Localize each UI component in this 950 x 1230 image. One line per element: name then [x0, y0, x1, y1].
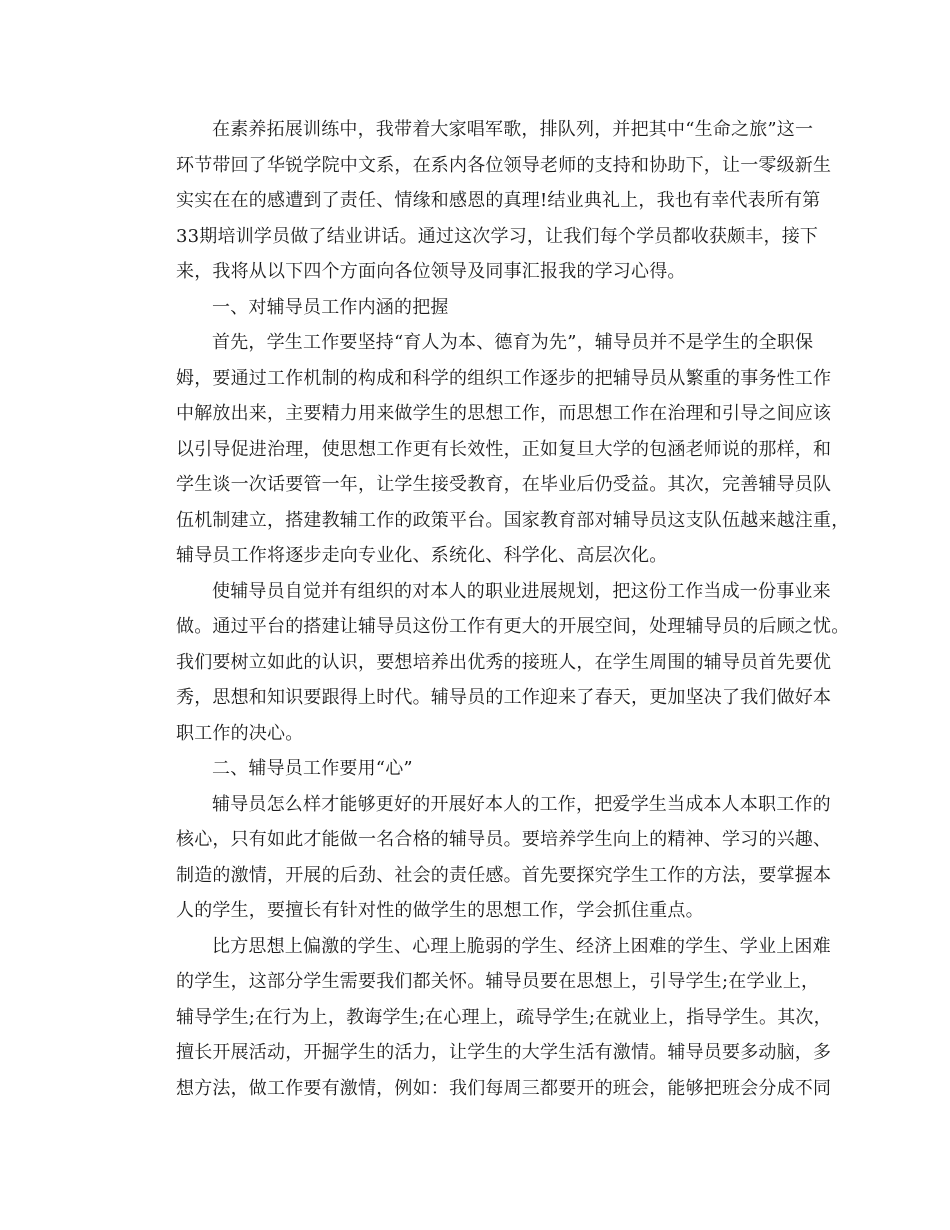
paragraph [140, 574, 850, 752]
text-line: 33期培训学员做了结业讲话。通过这次学习，让我们每个学员都收获颇丰，接下 [176, 225, 819, 247]
paragraph [140, 929, 832, 1107]
paragraph [140, 325, 850, 574]
text-line: 辅导员怎么样才能够更好的开展好本人的工作，把爱学生当成本人本职工作的 [212, 793, 831, 815]
text-line: 想方法，做工作要有激情，例如：我们每周三都要开的班会，能够把班会分成不同 [176, 1077, 832, 1099]
section-heading-text: 二、辅导员工作要用“心” [212, 758, 413, 779]
text-line: 中解放出来，主要精力用来做学生的思想工作，而思想工作在治理和引导之间应该 [176, 403, 832, 424]
text-line: 首先，学生工作要坚持“育人为本、德育为先”，辅导员并不是学生的全职保 [212, 332, 814, 353]
text-line: 职工作的决心。 [176, 722, 304, 744]
text-line: 使辅导员自觉并有组织的对本人的职业进展规划，把这份工作当成一份事业来 [212, 580, 831, 602]
text-line: 辅导学生;在行为上，教诲学生;在心理上，疏导学生;在就业上，指导学生。其次， [176, 1006, 832, 1028]
text-line: 制造的激情，开展的后劲、社会的责任感。首先要探究学生工作的方法，要掌握本 [176, 864, 832, 886]
text-line: 实实在在的感遭到了责任、情缘和感恩的真理!结业典礼上，我也有幸代表所有第 [176, 190, 821, 211]
section-heading [140, 290, 810, 326]
text-line: 我们要树立如此的认识，要想培养出优秀的接班人，在学生周围的辅导员首先要优 [176, 651, 832, 673]
text-line: 人的学生，要擅长有针对性的做学生的思想工作，学会抓住重点。 [176, 900, 704, 921]
text-line: 做。通过平台的搭建让辅导员这份工作有更大的开展空间，处理辅导员的后顾之忧。 [176, 616, 850, 637]
text-line: 在素养拓展训练中，我带着大家唱军歌，排队列，并把其中“生命之旅”这一 [212, 119, 814, 140]
text-line: 擅长开展活动，开掘学生的活力，让学生的大学生活有激情。辅导员要多动脑，多 [176, 1042, 832, 1063]
text-line: 学生谈一次话要管一年，让学生接受教育，在毕业后仍受益。其次，完善辅导员队 [176, 474, 832, 495]
text-line: 秀，思想和知识要跟得上时代。辅导员的工作迎来了春天，更加坚决了我们做好本 [176, 687, 832, 708]
paragraph [140, 112, 832, 290]
paragraph [140, 787, 832, 929]
text-line: 以引导促进治理，使思想工作更有长效性，正如复旦大学的包涵老师说的那样，和 [176, 438, 832, 460]
document-body [140, 112, 850, 1106]
text-line: 辅导员工作将逐步走向专业化、系统化、科学化、高层次化。 [176, 545, 668, 566]
section-heading-text: 一、对辅导员工作内涵的把握 [212, 296, 449, 318]
text-line: 的学生，这部分学生需要我们都关怀。辅导员要在思想上，引导学生;在学业上， [176, 971, 820, 992]
text-line: 核心，只有如此才能做一名合格的辅导员。要培养学生向上的精神、学习的兴趣、 [176, 829, 832, 850]
text-line: 环节带回了华锐学院中文系，在系内各位领导老师的支持和协助下，让一零级新生 [176, 154, 832, 176]
text-line: 来，我将从以下四个方面向各位领导及同事汇报我的学习心得。 [176, 261, 686, 282]
section-heading [140, 751, 810, 787]
text-line: 姆，要通过工作机制的构成和科学的组织工作逐步的把辅导员从繁重的事务性工作 [176, 367, 832, 389]
text-line: 伍机制建立，搭建教辅工作的政策平台。国家教育部对辅导员这支队伍越来越注重， [176, 509, 850, 531]
text-line: 比方思想上偏激的学生、心理上脆弱的学生、经济上困难的学生、学业上困难 [212, 935, 831, 957]
